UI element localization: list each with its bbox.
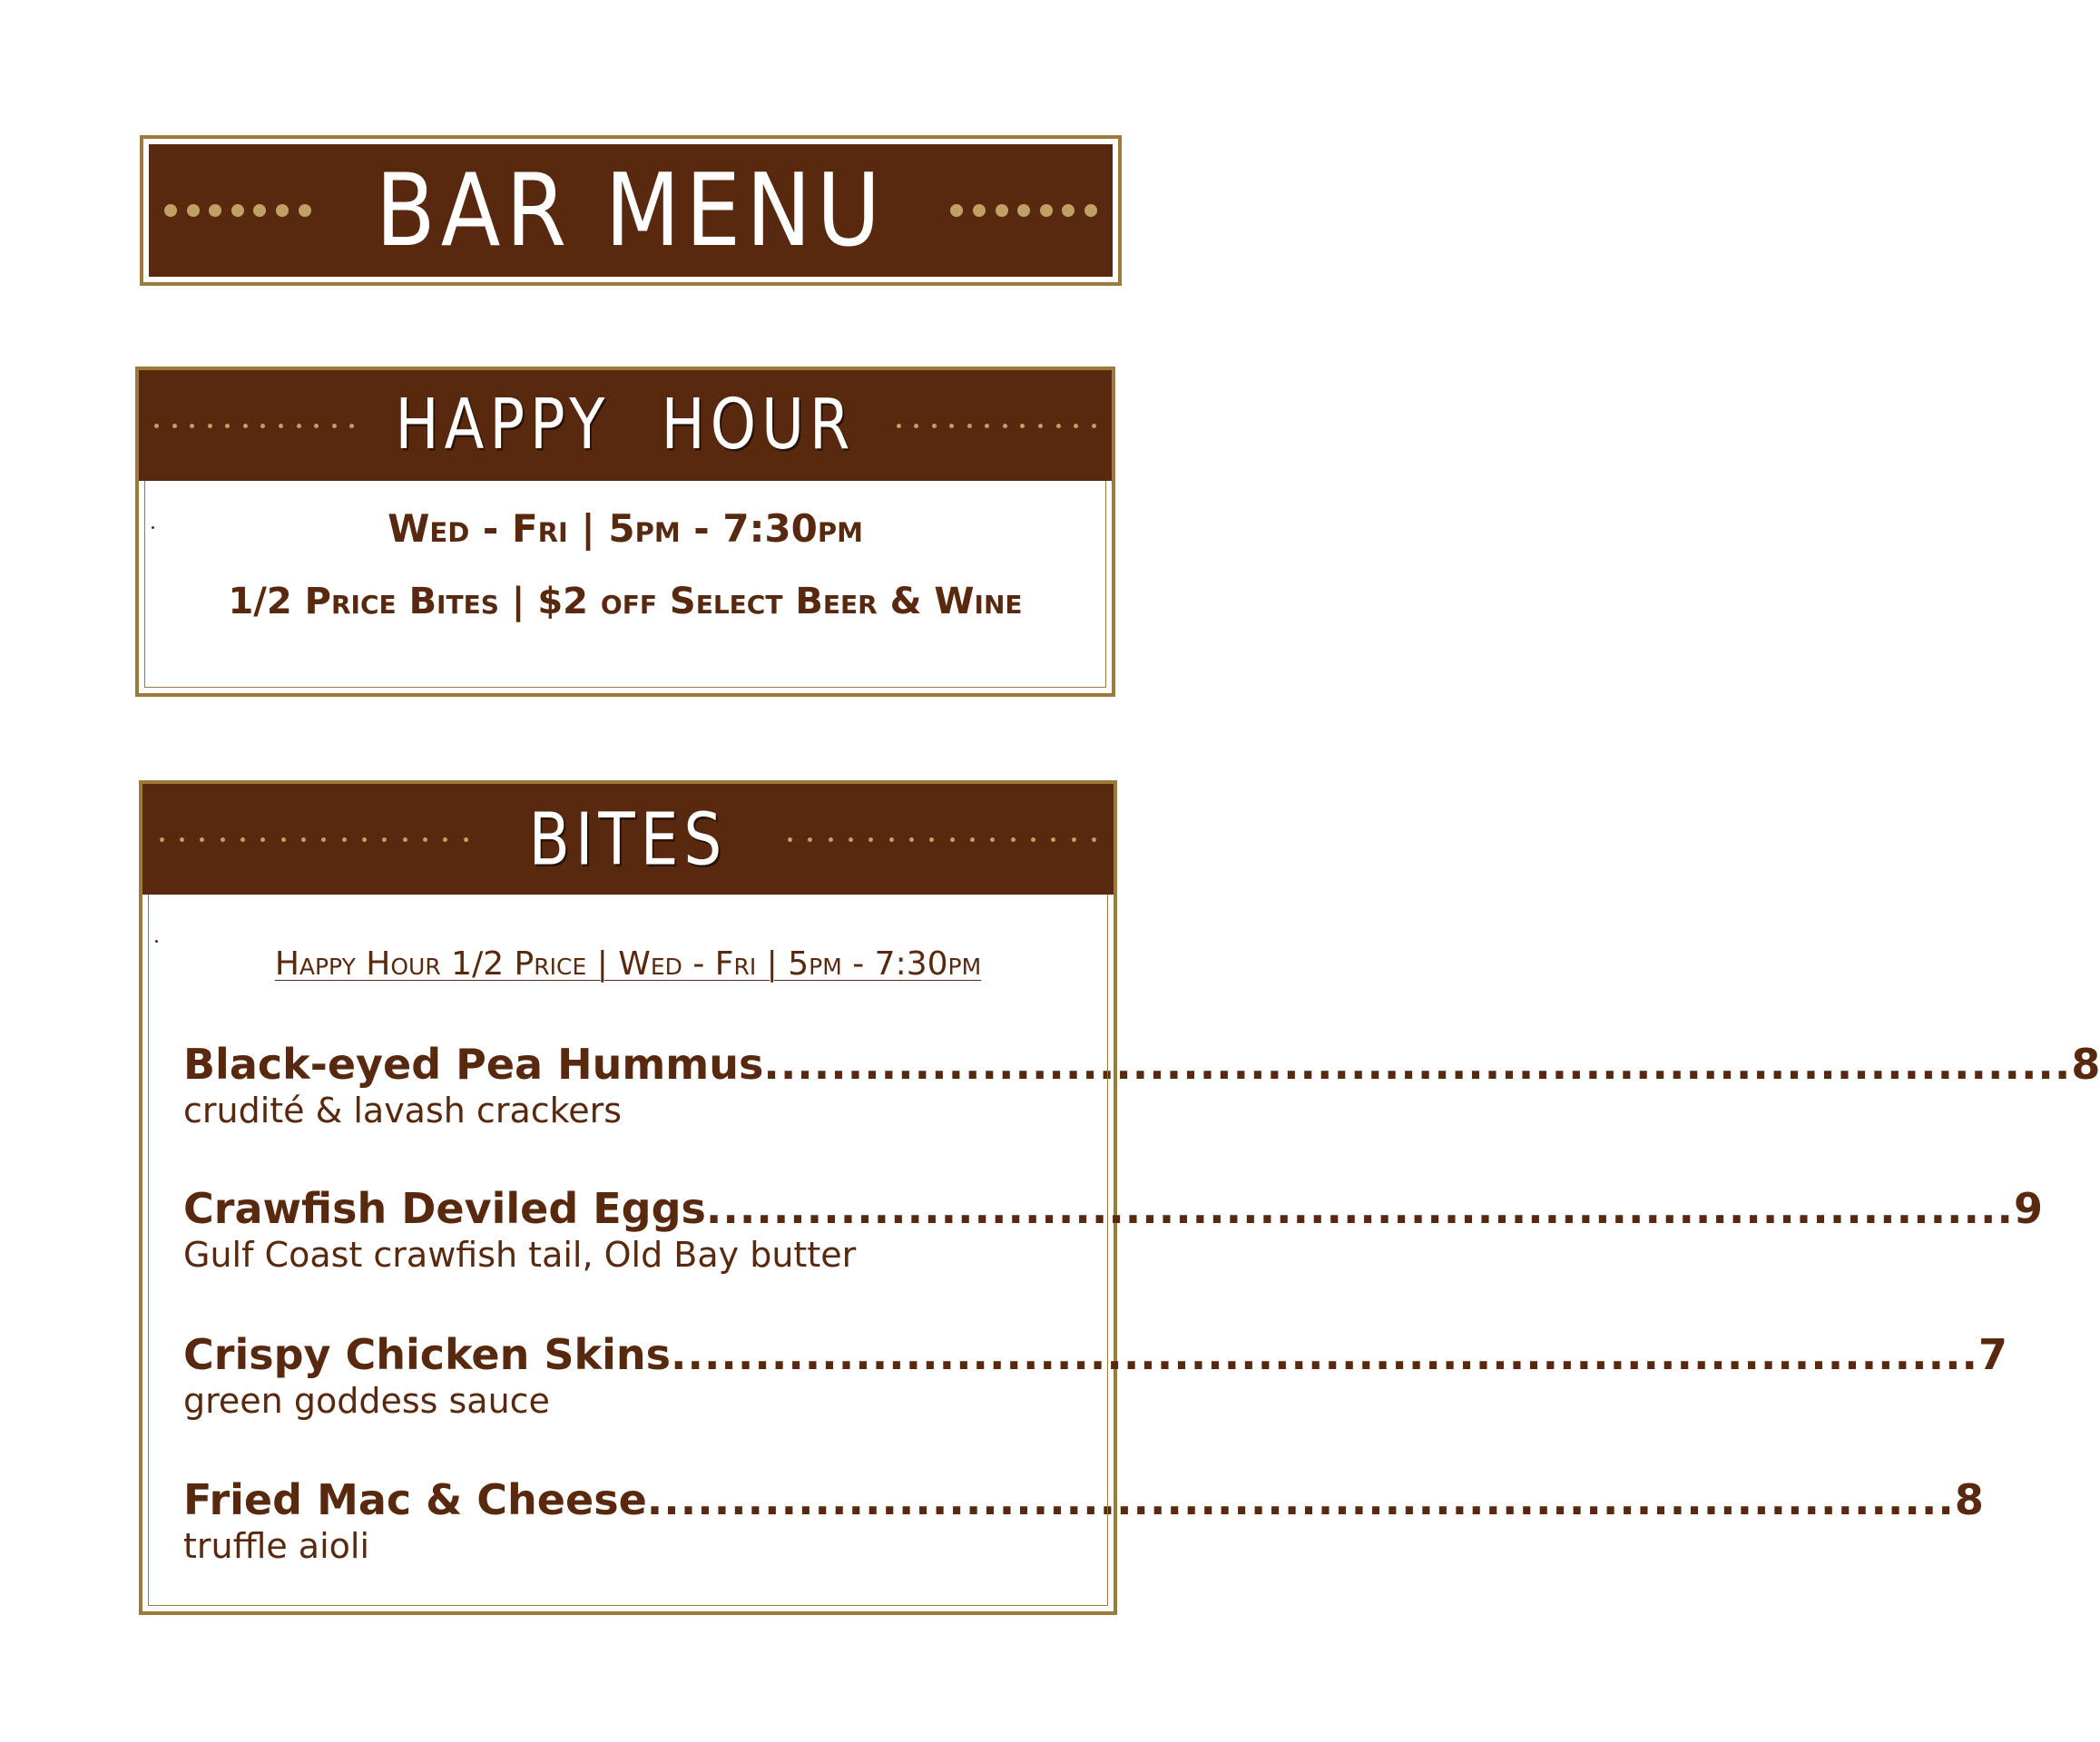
menu-title-band xyxy=(149,144,1113,277)
ornament-dot xyxy=(1056,424,1061,428)
ornament-dot xyxy=(403,837,407,842)
left-dot-ornament xyxy=(142,837,486,842)
ornament-dot xyxy=(464,837,468,842)
happy-hour-schedule: Wed - Fri | 5pm - 7:30pm xyxy=(388,506,863,551)
ornament-dot xyxy=(1092,837,1096,842)
menu-item-name: Crawfish Deviled Eggs xyxy=(183,1184,706,1233)
menu-item-description: truffle aioli xyxy=(183,1526,370,1566)
menu-item-price: 9 xyxy=(2013,1184,2043,1233)
ornament-dot xyxy=(950,204,963,217)
stray-mark xyxy=(155,940,158,943)
ornament-dot xyxy=(1072,837,1076,842)
ornament-dot xyxy=(1038,424,1043,428)
menu-item-price: 7 xyxy=(1978,1330,2008,1379)
ornament-dot xyxy=(1020,424,1025,428)
bites-subtitle: Happy Hour 1/2 Price | Wed - Fri | 5pm - 7:30pm xyxy=(274,945,982,983)
dot-leader: .............................................................................. xyxy=(763,1040,2072,1089)
left-dot-ornament xyxy=(149,204,327,217)
ornament-dot xyxy=(949,424,954,428)
ornament-dot xyxy=(808,837,812,842)
ornament-dot xyxy=(187,204,200,217)
ornament-dot xyxy=(1003,424,1007,428)
ornament-dot xyxy=(909,837,914,842)
ornament-dot xyxy=(849,837,853,842)
ornament-dot xyxy=(382,837,387,842)
ornament-dot xyxy=(868,837,873,842)
ornament-dot xyxy=(301,837,306,842)
menu-item-head xyxy=(183,1330,2008,1379)
ornament-dot xyxy=(973,204,986,217)
ornament-dot xyxy=(231,204,244,217)
menu-item xyxy=(183,1330,2008,1421)
ornament-dot xyxy=(1011,837,1016,842)
ornament-dot xyxy=(1092,424,1096,428)
ornament-dot xyxy=(208,424,212,428)
ornament-dot xyxy=(154,424,159,428)
right-dot-ornament xyxy=(935,204,1113,217)
ornament-dot xyxy=(321,837,326,842)
ornament-dot xyxy=(297,424,301,428)
ornament-dot xyxy=(889,837,894,842)
menu-item xyxy=(183,1184,2043,1275)
ornament-dot xyxy=(332,424,337,428)
ornament-dot xyxy=(990,837,995,842)
ornament-dot xyxy=(200,837,204,842)
happy-hour-section xyxy=(135,367,1115,697)
ornament-dot xyxy=(221,837,225,842)
menu-title: BAR MENU xyxy=(375,152,887,269)
ornament-dot xyxy=(225,424,230,428)
ornament-dot xyxy=(788,837,792,842)
ornament-dot xyxy=(299,204,311,217)
ornament-dot xyxy=(190,424,194,428)
menu-item-name: Crispy Chicken Skins xyxy=(183,1330,671,1379)
ornament-dot xyxy=(362,837,367,842)
ornament-dot xyxy=(914,424,918,428)
ornament-dot xyxy=(985,424,989,428)
happy-hour-deal: 1/2 Price Bites | $2 off Select Beer & Wine xyxy=(228,581,1023,622)
menu-item-name: Fried Mac & Cheese xyxy=(183,1475,647,1524)
ornament-dot xyxy=(1031,837,1035,842)
ornament-dot xyxy=(160,837,164,842)
ornament-dot xyxy=(1084,204,1097,217)
ornament-dot xyxy=(342,837,347,842)
ornament-dot xyxy=(260,424,265,428)
ornament-dot xyxy=(314,424,319,428)
happy-hour-heading: HAPPY HOUR xyxy=(395,385,856,466)
ornament-dot xyxy=(970,837,975,842)
menu-item-description: Gulf Coast crawfish tail, Old Bay butter xyxy=(183,1235,857,1275)
menu-item-price: 8 xyxy=(2071,1040,2100,1089)
menu-item-description: crudité & lavash crackers xyxy=(183,1091,623,1130)
ornament-dot xyxy=(1040,204,1053,217)
ornament-dot xyxy=(260,837,265,842)
ornament-dot xyxy=(1017,204,1030,217)
bites-section xyxy=(139,780,2100,1615)
ornament-dot xyxy=(929,837,934,842)
ornament-dot xyxy=(253,204,266,217)
ornament-dot xyxy=(897,424,901,428)
menu-item-price: 8 xyxy=(1954,1475,1984,1524)
ornament-dot xyxy=(443,837,447,842)
bites-band xyxy=(142,784,1114,895)
ornament-dot xyxy=(349,424,354,428)
ornament-dot xyxy=(1051,837,1055,842)
ornament-dot xyxy=(172,424,177,428)
dot-leader: .............................................................................. xyxy=(671,1330,1979,1379)
ornament-dot xyxy=(276,204,289,217)
ornament-dot xyxy=(996,204,1008,217)
ornament-dot xyxy=(967,424,972,428)
menu-item-head xyxy=(183,1040,2100,1089)
happy-hour-band xyxy=(139,370,1112,481)
right-dot-ornament xyxy=(880,424,1112,428)
bites-heading: BITES xyxy=(528,797,728,882)
dot-leader: .............................................................................. xyxy=(646,1475,1955,1524)
menu-item-description: green goddess sauce xyxy=(183,1381,550,1421)
ornament-dot xyxy=(932,424,937,428)
ornament-dot xyxy=(423,837,427,842)
ornament-dot xyxy=(950,837,955,842)
menu-item-head xyxy=(183,1184,2043,1233)
ornament-dot xyxy=(829,837,833,842)
ornament-dot xyxy=(180,837,184,842)
menu-title-banner xyxy=(140,135,1122,286)
ornament-dot xyxy=(164,204,177,217)
menu-item-name: Black-eyed Pea Hummus xyxy=(183,1040,764,1089)
ornament-dot xyxy=(209,204,221,217)
ornament-dot xyxy=(243,424,248,428)
menu-item-head xyxy=(183,1475,1984,1524)
ornament-dot xyxy=(279,424,283,428)
ornament-dot xyxy=(1062,204,1075,217)
menu-item xyxy=(183,1475,1984,1566)
ornament-dot xyxy=(281,837,286,842)
right-dot-ornament xyxy=(770,837,1114,842)
ornament-dot xyxy=(1074,424,1078,428)
ornament-dot xyxy=(240,837,245,842)
menu-item xyxy=(183,1040,2100,1130)
left-dot-ornament xyxy=(139,424,370,428)
dot-leader: .............................................................................. xyxy=(705,1184,2014,1233)
